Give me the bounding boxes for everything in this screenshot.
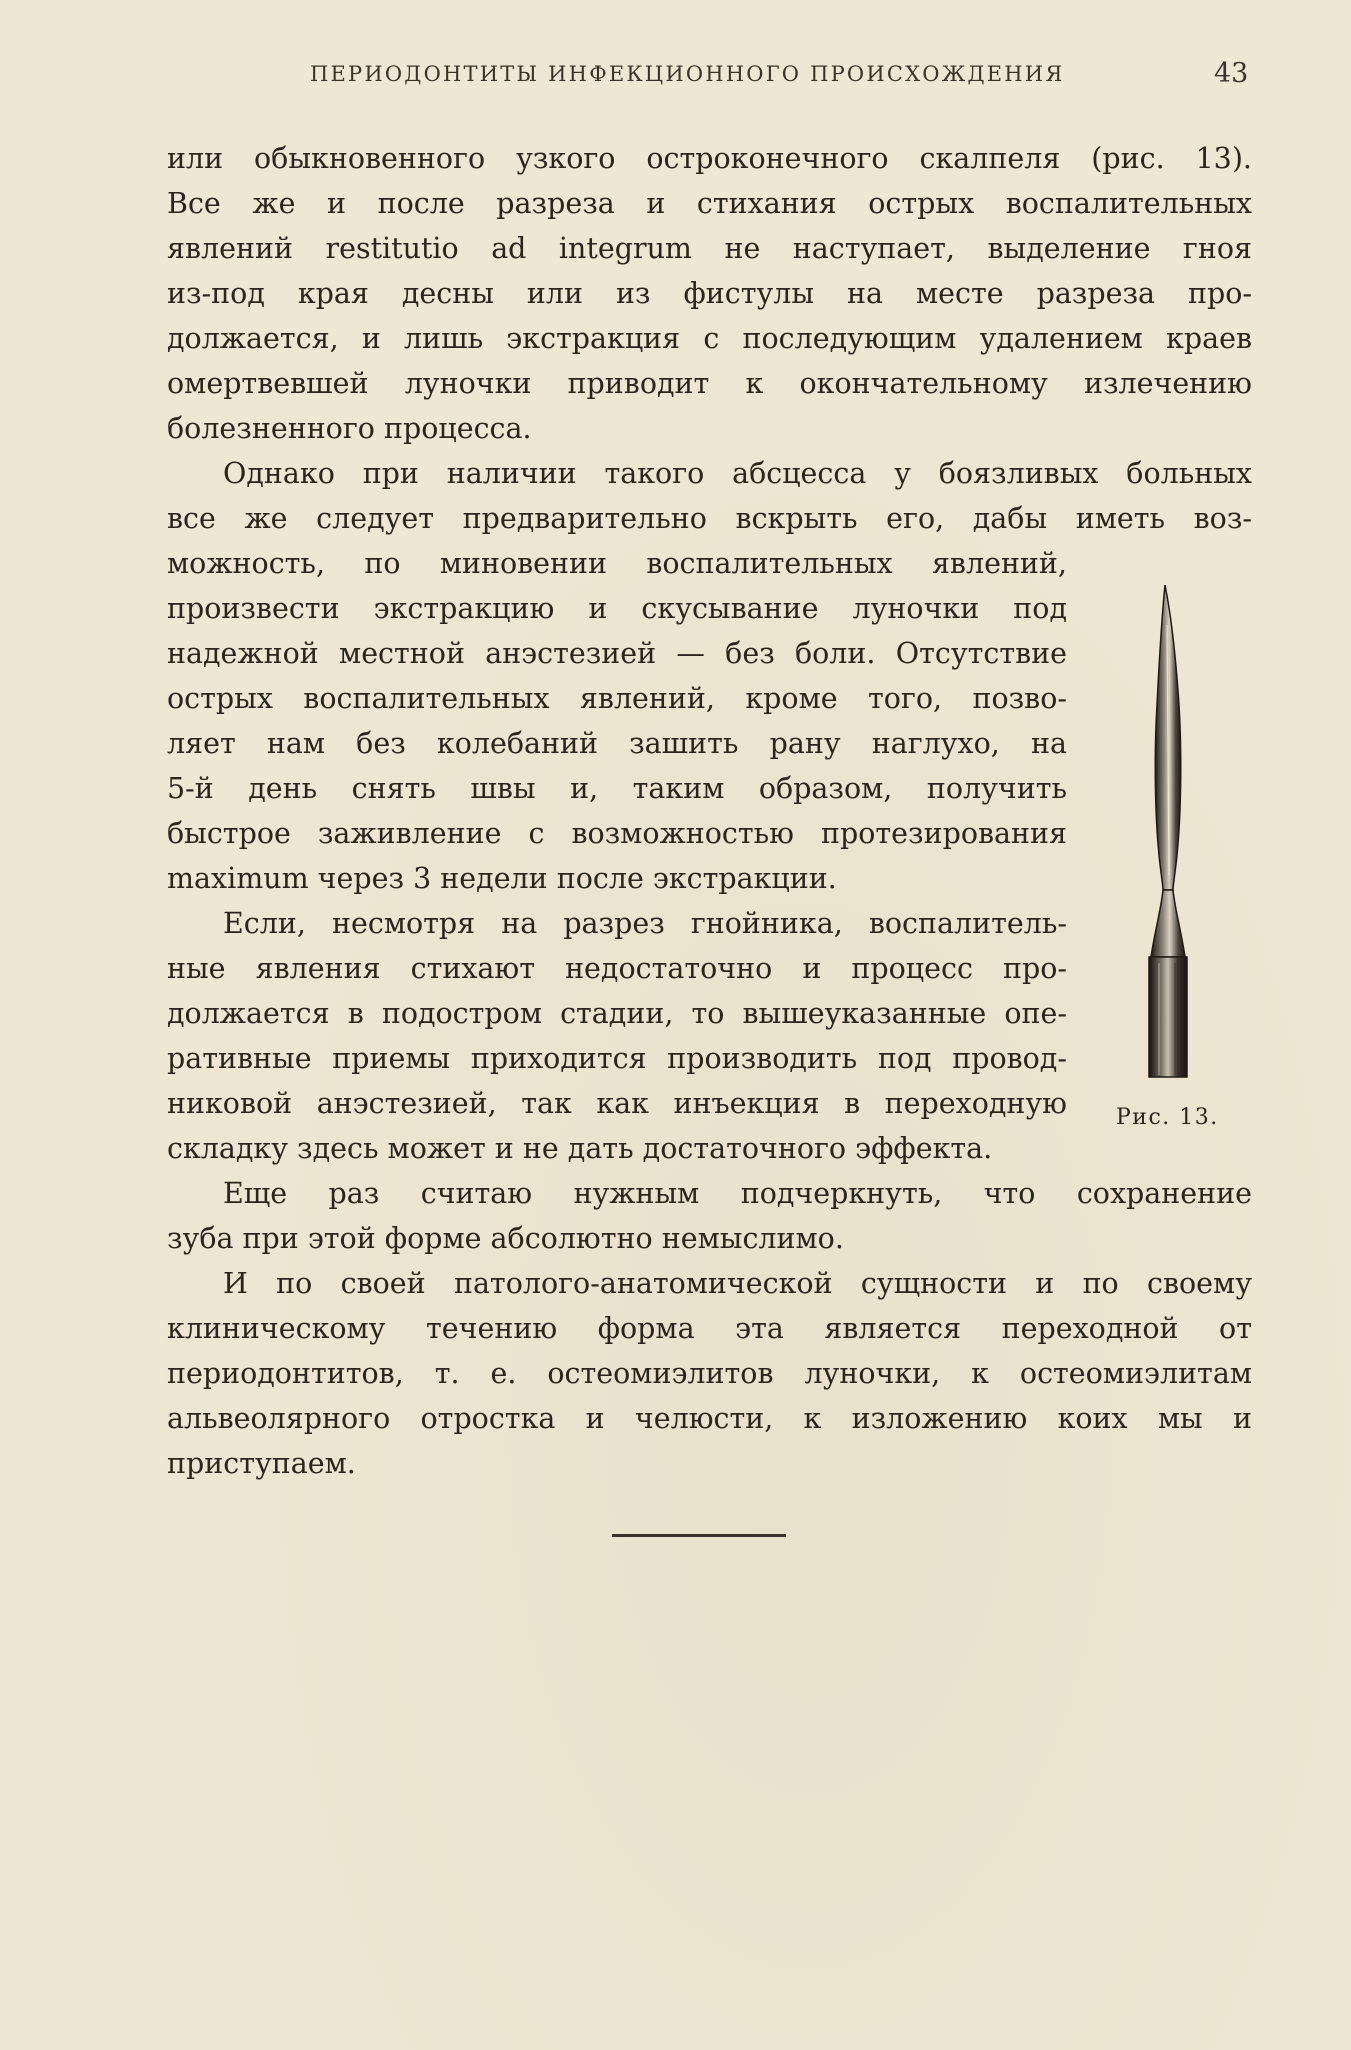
text-line: maximum через 3 недели после экстракции. bbox=[167, 862, 837, 895]
running-title: ПЕРИОДОНТИТЫ ИНФЕКЦИОННОГО ПРОИСХОЖДЕНИЯ bbox=[310, 62, 1065, 86]
scalpel-illustration bbox=[1135, 585, 1210, 1080]
text-line: надежной местной анэстезией — без боли. Отсутствие bbox=[167, 637, 1067, 670]
paragraph-5 bbox=[167, 1261, 1252, 1486]
text-line: ные явления стихают недостаточно и процесс про- bbox=[167, 952, 1067, 985]
text-line: явлений restitutio ad integrum не наступает, выделение гноя bbox=[167, 232, 1252, 265]
text-line: должается в подостром стадии, то вышеуказанные опе- bbox=[167, 997, 1067, 1030]
paragraph-4 bbox=[167, 1171, 1252, 1261]
text-line: зуба при этой форме абсолютно немыслимо. bbox=[167, 1222, 844, 1255]
paragraph-2-continued bbox=[167, 541, 1067, 901]
figure-caption: Рис. 13. bbox=[1116, 1105, 1219, 1130]
section-divider bbox=[612, 1534, 786, 1537]
text-line: альвеолярного отростка и челюсти, к изложению коих мы и bbox=[167, 1402, 1252, 1435]
text-line: приступаем. bbox=[167, 1447, 356, 1480]
text-line: Все же и после разреза и стихания острых воспалительных bbox=[167, 187, 1252, 220]
text-line: все же следует предварительно вскрыть его, дабы иметь воз- bbox=[167, 502, 1252, 535]
paragraph-1 bbox=[167, 136, 1252, 451]
text-line: клиническому течению форма эта является переходной от bbox=[167, 1312, 1252, 1345]
text-line: 5-й день снять швы и, таким образом, получить bbox=[167, 772, 1067, 805]
text-line: ляет нам без колебаний зашить рану наглухо, на bbox=[167, 727, 1067, 760]
text-line: из-под края десны или из фистулы на месте разреза про- bbox=[167, 277, 1252, 310]
page-number: 43 bbox=[1214, 58, 1249, 89]
text-line: Однако при наличии такого абсцесса у боязливых больных bbox=[223, 457, 1252, 490]
text-line: омертвевшей луночки приводит к окончательному излечению bbox=[167, 367, 1252, 400]
text-line: должается, и лишь экстракция с последующим удалением краев bbox=[167, 322, 1252, 355]
text-line: Если, несмотря на разрез гнойника, воспалитель- bbox=[223, 907, 1067, 940]
paragraph-3 bbox=[167, 901, 1067, 1171]
text-line: ративные приемы приходится производить под провод- bbox=[167, 1042, 1067, 1075]
text-line: Еще раз считаю нужным подчеркнуть, что сохранение bbox=[223, 1177, 1252, 1210]
text-line: можность, по миновении воспалительных явлений, bbox=[167, 547, 1067, 580]
text-line: или обыкновенного узкого остроконечного скалпеля (рис. 13). bbox=[167, 142, 1252, 175]
text-line: острых воспалительных явлений, кроме того, позво- bbox=[167, 682, 1067, 715]
paragraph-2 bbox=[167, 451, 1252, 541]
text-line: произвести экстракцию и скусывание луночки под bbox=[167, 592, 1067, 625]
text-line: периодонтитов, т. е. остеомиэлитов луночки, к остеомиэлитам bbox=[167, 1357, 1252, 1390]
text-line: быстрое заживление с возможностью протезирования bbox=[167, 817, 1067, 850]
text-line: болезненного процесса. bbox=[167, 412, 532, 445]
scalpel-icon bbox=[1135, 585, 1210, 1080]
text-line: складку здесь может и не дать достаточного эффекта. bbox=[167, 1132, 993, 1165]
text-line: И по своей патолого-анатомической сущности и по своему bbox=[223, 1267, 1252, 1300]
text-line: никовой анэстезией, так как инъекция в переходную bbox=[167, 1087, 1067, 1120]
